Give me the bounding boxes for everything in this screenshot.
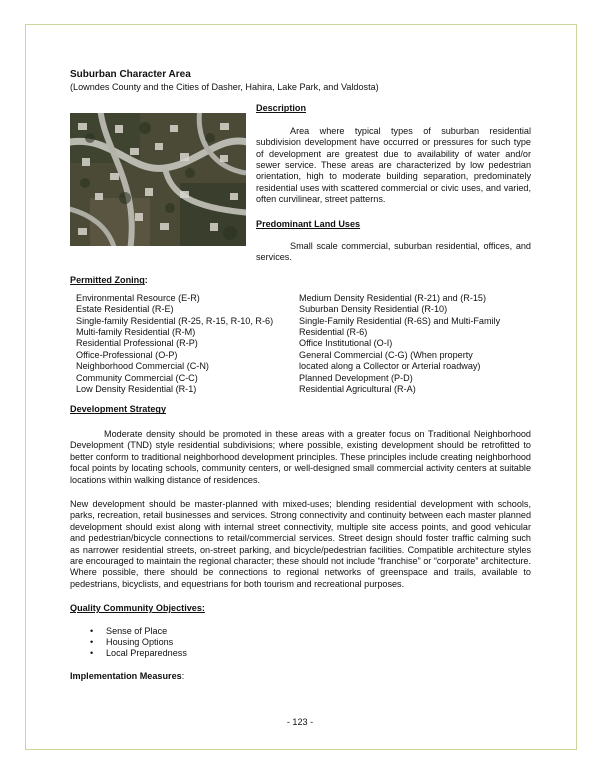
zoning-right-column xyxy=(299,293,531,396)
description-heading: Description xyxy=(256,103,307,114)
zoning-item: Residential Professional (R-P) xyxy=(76,338,198,349)
strategy-paragraph-1: Moderate density should be promoted in these areas with a greater focus on Traditional Neighborhood Development (TND) style residential subdivisions; where possible, existing development should be retrofitted to better conform to traditional neighborhood development principles. These principles include creating neighborhood focal points by locating schools, community centers, or well-designed small commercial activity centers at suitable locations within walking distance of residences. xyxy=(70,428,531,485)
description-text: Area where typical types of suburban residential subdivision development have occurred or pressures for such type of development are greatest due to availability of water and/or sewer service. These areas are characterized by low pedestrian orientation, high to moderate building separation, predominately residential uses with scattered commercial or civic uses, and varied, often curvilinear, street patterns. xyxy=(256,125,531,205)
zoning-heading-line xyxy=(70,275,531,286)
list-item: • Housing Options xyxy=(90,637,531,648)
list-item: • Sense of Place xyxy=(90,626,531,637)
objectives-heading: Quality Community Objectives: xyxy=(70,603,205,614)
strategy-paragraph-2: New development should be master-planned with mixed-uses; blending residential development with schools, parks, recreation, retail businesses and services. Strong connectivity and continuity between each master planned development should exist along with internal street connectivity, multiple site access points, and good vehicular and pedestrian/bicycle connections to retail/commercial services. Street design should foster traffic calming such as narrower residential streets, on-street parking, and bicycle/pedestrian facilities. Compatible architecture styles are encouraged to maintain the regional character; these should not include “franchise” or “corporate” architecture. Where possible, there should be connections to regional networks of greenspace and trails, available to pedestrians, bicyclists, and equestrians for both tourism and recreational purposes. xyxy=(70,498,531,589)
zoning-item: Neighborhood Commercial (C-N) xyxy=(76,361,209,372)
land-uses-text: Small scale commercial, suburban residential, offices, and services. xyxy=(256,241,531,263)
implementation-heading-line xyxy=(70,671,531,682)
zoning-item: Estate Residential (R-E) xyxy=(76,304,174,315)
zoning-item: Office Institutional (O-I) xyxy=(299,338,393,349)
section-subtitle: (Lowndes County and the Cities of Dasher, Hahira, Lake Park, and Valdosta) xyxy=(70,82,379,92)
zoning-heading-colon: : xyxy=(144,275,148,286)
zoning-item: Low Density Residential (R-1) xyxy=(76,384,197,395)
zoning-left-column xyxy=(70,293,299,396)
strategy-heading: Development Strategy xyxy=(70,404,167,415)
zoning-item: Medium Density Residential (R-21) and (R-15) xyxy=(299,292,486,303)
zoning-item: Planned Development (P-D) xyxy=(299,372,413,383)
implementation-heading: Implementation Measures xyxy=(70,670,182,681)
zoning-item: Suburban Density Residential (R-10) xyxy=(299,304,448,315)
zoning-item: located along a Collector or Arterial roadway) xyxy=(299,361,481,372)
zoning-list xyxy=(70,293,531,396)
description-block xyxy=(70,103,531,265)
description-column xyxy=(256,103,531,263)
page-number: - 123 - xyxy=(286,717,314,727)
zoning-item: Residential Agricultural (R-A) xyxy=(299,384,416,395)
zoning-item: Single-family Residential (R-25, R-15, R-10, R-6) xyxy=(76,315,274,326)
aerial-photo xyxy=(70,113,246,246)
zoning-item: Environmental Resource (E-R) xyxy=(76,292,200,303)
list-item: • Local Preparedness xyxy=(90,648,531,659)
objectives-list xyxy=(70,626,531,660)
zoning-item: Single-Family Residential (R-6S) and Multi-Family xyxy=(299,315,501,326)
zoning-item: Community Commercial (C-C) xyxy=(76,372,198,383)
zoning-heading: Permitted Zoning xyxy=(70,275,145,286)
implementation-colon: : xyxy=(181,670,185,681)
land-uses-heading: Predominant Land Uses xyxy=(256,218,361,229)
zoning-item: General Commercial (C-G) (When property xyxy=(299,349,473,360)
zoning-item: Residential (R-6) xyxy=(299,327,368,338)
zoning-item: Office-Professional (O-P) xyxy=(76,349,178,360)
section-title: Suburban Character Area xyxy=(70,69,191,80)
document-content xyxy=(70,69,531,691)
zoning-item: Multi-family Residential (R-M) xyxy=(76,327,196,338)
